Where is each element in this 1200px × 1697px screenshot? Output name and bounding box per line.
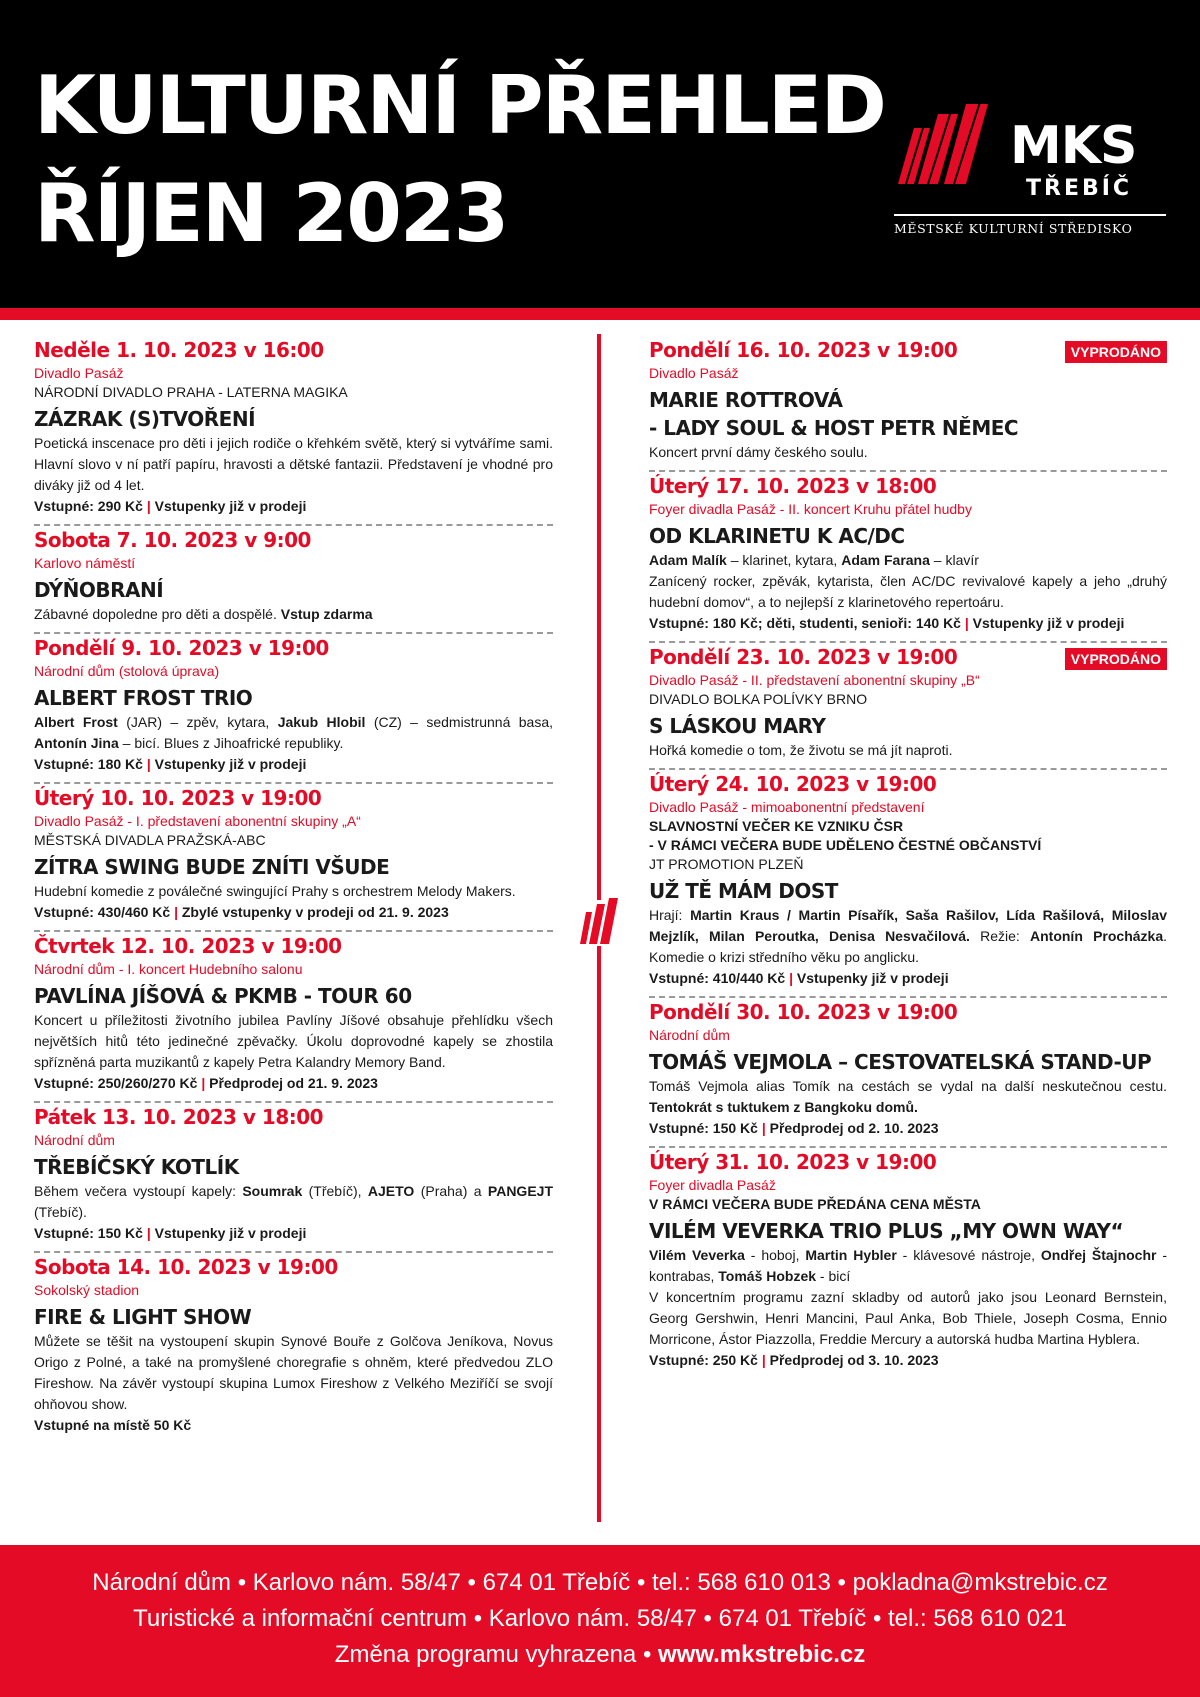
ticket-separator: |: [146, 756, 151, 772]
event-card: [34, 336, 553, 523]
ticket-price: Vstupné: 150 Kč: [34, 1225, 143, 1241]
event-date: Sobota 14. 10. 2023 v 19:00: [34, 1255, 338, 1279]
event-venue: Národní dům - I. koncert Hudebního salonu: [34, 961, 303, 977]
logo-subtitle: MĚSTSKÉ KULTURNÍ STŘEDISKO: [894, 221, 1133, 236]
event-card: [649, 1148, 1167, 1377]
ticket-info: Vstupenky již v prodeji: [154, 1225, 307, 1241]
ticket-info: Vstupenky již v prodeji: [972, 615, 1125, 631]
event-title: ALBERT FROST TRIO: [34, 686, 253, 710]
event-date: Pondělí 23. 10. 2023 v 19:00: [649, 645, 958, 669]
ticket-separator: |: [174, 904, 178, 920]
event-date: Pondělí 30. 10. 2023 v 19:00: [649, 1000, 958, 1024]
ticket-price: Vstupné: 150 Kč: [649, 1120, 758, 1136]
event-venue: Divadlo Pasáž - I. představení abonentní skupiny „A“: [34, 813, 361, 829]
event-company: DIVADLO BOLKA POLÍVKY BRNO: [649, 691, 868, 707]
event-bands: Během večera vystoupí kapely: Soumrak (Třebíč), AJETO (Praha) a PANGEJT (Třebíč).: [34, 1183, 553, 1220]
ticket-price: Vstupné: 430/460 Kč: [34, 904, 171, 920]
right-column: [649, 336, 1167, 1377]
ticket-price: Vstupné: 250/260/270 Kč: [34, 1075, 198, 1091]
event-company: JT PROMOTION PLZEŇ: [649, 856, 804, 872]
event-ticket: [649, 613, 1167, 634]
event-title: TOMÁŠ VEJMOLA – CESTOVATELSKÁ STAND-UP: [649, 1050, 1152, 1074]
event-title: ZÍTRA SWING BUDE ZNÍTI VŠUDE: [34, 855, 390, 879]
sold-out-badge: VYPRODÁNO: [1065, 341, 1167, 363]
event-description: Zanícený rocker, zpěvák, kytarista, člen AC/DC revivalové kapely a jeho „druhý hudební domov“, a to nejlepší z klarinetového repertoáru.: [649, 573, 1167, 610]
event-venue: Divadlo Pasáž: [649, 365, 739, 381]
event-date: Pondělí 9. 10. 2023 v 19:00: [34, 636, 329, 660]
ticket-separator: |: [761, 1352, 766, 1368]
event-card: [34, 784, 553, 929]
ticket-price: Vstupné: 180 Kč: [34, 756, 143, 772]
event-note: V RÁMCI VEČERA BUDE PŘEDÁNA CENA MĚSTA: [649, 1196, 981, 1212]
event-title: UŽ TĚ MÁM DOST: [649, 879, 838, 903]
event-description: Tomáš Vejmola alias Tomík na cestách se vydal na další neskutečnou cestu. Tentokrát s tuktukem z Bangkoku domů.: [649, 1078, 1167, 1115]
event-card: [649, 998, 1167, 1145]
event-note-line-1: SLAVNOSTNÍ VEČER KE VZNIKU ČSR: [649, 818, 904, 834]
website-link[interactable]: www.mkstrebic.cz: [658, 1641, 866, 1668]
event-description: Můžete se těšit na vystoupení skupin Synové Bouře z Golčova Jeníkova, Novus Origo z Polné, a také na promyšlené choregrafie s ohněm, které předvedou ZLO Fireshow. Na závěr vystoupí skupina Lumox Fireshow z Velkého Meziříčí se svojí ohňovou show.: [34, 1333, 553, 1412]
event-description: Zábavné dopoledne pro děti a dospělé. Vstup zdarma: [34, 606, 373, 622]
event-card: [649, 770, 1167, 995]
event-venue: Foyer divadla Pasáž - II. koncert Kruhu přátel hudby: [649, 501, 972, 517]
event-date: Úterý 31. 10. 2023 v 19:00: [649, 1150, 937, 1174]
event-title: PAVLÍNA JÍŠOVÁ & PKMB - TOUR 60: [34, 984, 412, 1008]
event-ticket: [34, 1223, 553, 1244]
event-company: MĚSTSKÁ DIVADLA PRAŽSKÁ-ABC: [34, 832, 266, 848]
event-title: MARIE ROTTROVÁ: [649, 388, 843, 412]
event-title: OD KLARINETU K AC/DC: [649, 524, 905, 548]
event-title: VILÉM VEVERKA TRIO PLUS „MY OWN WAY“: [649, 1219, 1124, 1243]
event-title: FIRE & LIGHT SHOW: [34, 1305, 252, 1329]
ticket-separator: |: [146, 1225, 151, 1241]
event-ticket: [34, 1073, 553, 1094]
event-ticket: [34, 754, 553, 775]
event-date: Úterý 17. 10. 2023 v 18:00: [649, 474, 937, 498]
event-date: Neděle 1. 10. 2023 v 16:00: [34, 338, 324, 362]
event-description: V koncertním programu zazní skladby od autorů jako jsou Leonard Bernstein, Georg Gershwin, Henri Mancini, Paul Anka, Bob Thiele, Joseph Cosma, Ennio Morricone, Ástor Piazzolla, Freddie Mercury a autorská hudba Martina Hyblera.: [649, 1289, 1167, 1347]
event-ticket: [34, 496, 553, 517]
event-description: Koncert první dámy českého soulu.: [649, 444, 868, 460]
event-description: Koncert u příležitosti životního jubilea Pavlíny Jíšové obsahuje přehlídku všech největších hitů této jedinečné zpěvačky. Úkolu doprovodné kapely se zhostila spřízněná parta muzikantů z kapely Petra Kalandry Memory Band.: [34, 1012, 553, 1070]
ticket-separator: |: [201, 1075, 206, 1091]
event-date: Pondělí 16. 10. 2023 v 19:00: [649, 338, 958, 362]
event-title: TŘEBÍČSKÝ KOTLÍK: [34, 1155, 239, 1179]
ticket-price: Vstupné: 290 Kč: [34, 498, 143, 514]
logo-name: MKS: [1010, 116, 1137, 176]
ticket-price: Vstupné na místě 50 Kč: [34, 1417, 192, 1433]
mks-stripes-logo-icon: [892, 100, 1012, 210]
event-venue: Foyer divadla Pasáž: [649, 1177, 776, 1193]
event-venue: Karlovo náměstí: [34, 555, 136, 571]
ticket-info: Vstupenky již v prodeji: [154, 756, 307, 772]
logo-city: TŘEBÍČ: [1026, 176, 1133, 201]
event-description: Poetická inscenace pro děti i jejich rodiče o křehkém světě, který si vytváříme sami. Hlavní slovo v ní patří papíru, hravosti a dětské fantazii. Představení je vhodné pro diváky již od 4 let.: [34, 435, 553, 493]
event-card: [34, 932, 553, 1100]
ticket-info: Vstupenky již v prodeji: [154, 498, 307, 514]
footer: [0, 1545, 1200, 1697]
ticket-info: Zbylé vstupenky v prodeji od 21. 9. 2023: [181, 904, 449, 920]
event-venue: Národní dům: [34, 1132, 115, 1148]
event-ticket: [649, 1118, 1167, 1139]
event-date: Čtvrtek 12. 10. 2023 v 19:00: [34, 934, 342, 958]
event-description: Hořká komedie o tom, že životu se má jít naproti.: [649, 742, 953, 758]
event-date: Úterý 24. 10. 2023 v 19:00: [649, 772, 937, 796]
event-venue: Sokolský stadion: [34, 1282, 140, 1298]
event-title: S LÁSKOU MARY: [649, 714, 826, 738]
event-cast: Hrají: Martin Kraus / Martin Písařík, Saša Rašilov, Lída Rašilová, Miloslav Mejzlík, Milan Peroutka, Denisa Nesvačilová. Režie: Antonín Procházka. Komedie o krizi středního věku po anglicku.: [649, 907, 1167, 965]
header-stripe: [0, 308, 1200, 320]
event-ticket: [649, 1350, 1167, 1371]
event-performers: Albert Frost (JAR) – zpěv, kytara, Jakub Hlobil (CZ) – sedmistrunná basa, Antonín Jina – bicí. Blues z Jihoafrické republiky.: [34, 714, 554, 751]
event-date: Sobota 7. 10. 2023 v 9:00: [34, 528, 311, 552]
ticket-price: Vstupné: 250 Kč: [649, 1352, 758, 1368]
ticket-info: Předprodej od 2. 10. 2023: [769, 1120, 939, 1136]
event-performers: Vilém Veverka - hoboj, Martin Hybler - klávesové nástroje, Ondřej Štajnochr - kontrabas, Tomáš Hobzek - bicí: [649, 1247, 1168, 1284]
footer-contact-line-2: Turistické a informační centrum • Karlovo nám. 58/47 • 674 01 Třebíč • tel.: 568 610 021: [133, 1605, 1067, 1632]
event-venue: Divadlo Pasáž - II. představení abonentní skupiny „B“: [649, 672, 980, 688]
ticket-price: Vstupné: 410/440 Kč: [649, 970, 786, 986]
event-company: NÁRODNÍ DIVADLO PRAHA - LATERNA MAGIKA: [34, 384, 348, 400]
ticket-info: Předprodej od 3. 10. 2023: [769, 1352, 939, 1368]
event-card: [34, 1253, 553, 1442]
title-line-1: KULTURNÍ PŘEHLED: [34, 59, 885, 152]
header: [0, 0, 1200, 308]
ticket-separator: |: [964, 615, 969, 631]
sold-out-badge: VYPRODÁNO: [1065, 648, 1167, 670]
event-title-line-2: - LADY SOUL & HOST PETR NĚMEC: [649, 416, 1019, 440]
event-card: [649, 472, 1167, 640]
logo-rule: [894, 214, 1166, 216]
event-venue: Národní dům: [649, 1027, 730, 1043]
event-title: DÝŇOBRANÍ: [34, 578, 164, 602]
event-venue: Národní dům (stolová úprava): [34, 663, 220, 679]
event-venue: Divadlo Pasáž - mimoabonentní představení: [649, 799, 925, 815]
event-card: [649, 336, 1167, 469]
title-line-2: ŘÍJEN 2023: [34, 167, 508, 260]
event-card: [649, 643, 1167, 767]
ticket-price: Vstupné: 180 Kč; děti, studenti, senioři: 140 Kč: [649, 615, 961, 631]
event-date: Úterý 10. 10. 2023 v 19:00: [34, 786, 322, 810]
mks-logo: [892, 100, 1168, 240]
event-ticket: [649, 968, 1167, 989]
footer-contact-line-1: Národní dům • Karlovo nám. 58/47 • 674 01 Třebíč • tel.: 568 610 013 • pokladna@mkstrebic.cz: [92, 1569, 1108, 1596]
event-title: ZÁZRAK (S)TVOŘENÍ: [34, 407, 256, 431]
ticket-info: Vstupenky již v prodeji: [796, 970, 949, 986]
event-performers: Adam Malík – klarinet, kytara, Adam Farana – klavír: [649, 552, 979, 568]
footer-line-3: Změna programu vyhrazena • www.mkstrebic.cz: [334, 1641, 866, 1668]
event-card: [34, 634, 553, 781]
ticket-separator: |: [761, 1120, 766, 1136]
event-note-line-2: - V RÁMCI VEČERA BUDE UDĚLENO ČESTNÉ OBČANSTVÍ: [649, 837, 1042, 853]
ticket-separator: |: [789, 970, 793, 986]
event-venue: Divadlo Pasáž: [34, 365, 124, 381]
event-card: [34, 526, 553, 631]
ticket-info: Předprodej od 21. 9. 2023: [209, 1075, 378, 1091]
event-description: Hudební komedie z poválečné swingující Prahy s orchestrem Melody Makers.: [34, 883, 516, 899]
mks-stripes-small-icon: [576, 894, 624, 952]
event-ticket: [34, 902, 553, 923]
ticket-separator: |: [146, 498, 151, 514]
event-card: [34, 1103, 553, 1250]
left-column: [34, 336, 553, 1442]
event-date: Pátek 13. 10. 2023 v 18:00: [34, 1105, 324, 1129]
page-title: [34, 52, 885, 268]
free-entry: Vstup zdarma: [280, 606, 373, 622]
